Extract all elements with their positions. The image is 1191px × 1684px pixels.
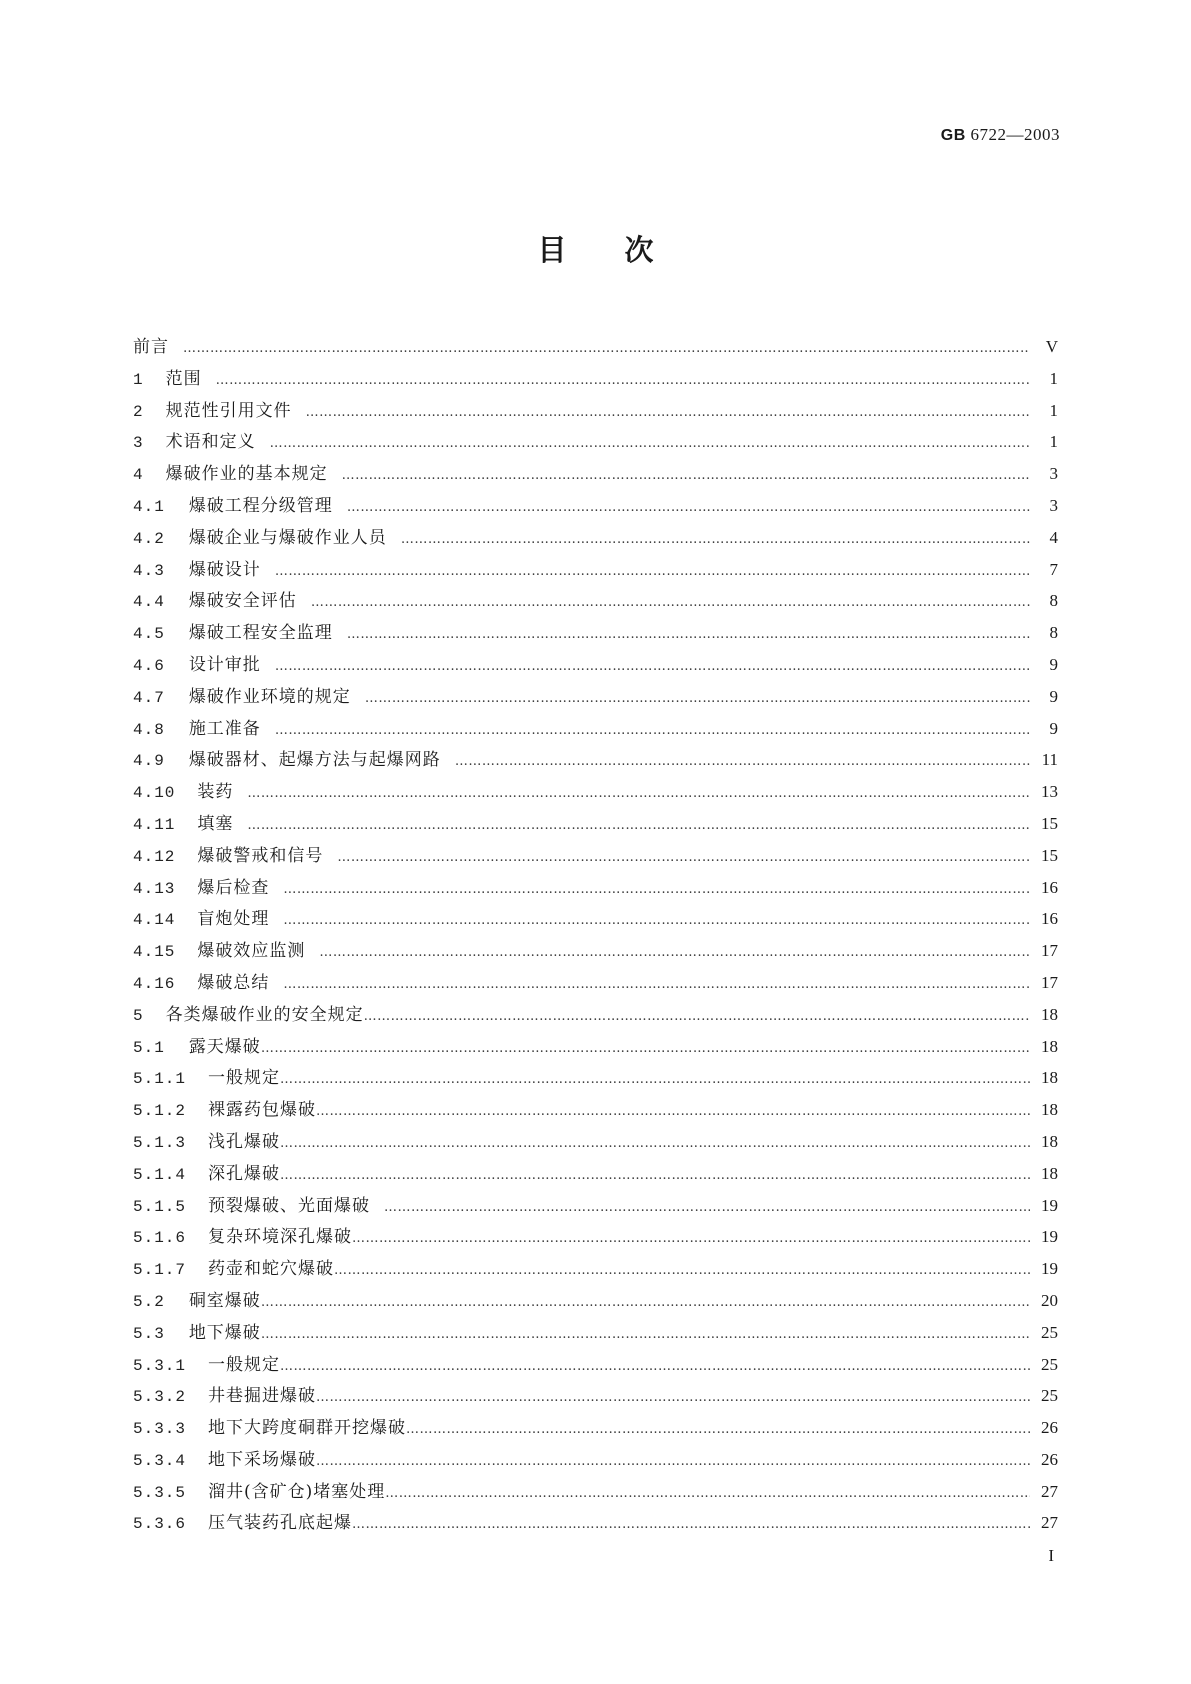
toc-entry-number: 4.7 [133,688,165,707]
toc-entry-page: 18 [1041,1100,1058,1120]
toc-leader-dots [316,1390,1030,1405]
toc-entry[interactable] [133,1159,1058,1191]
toc-leader-dots [261,1295,1030,1310]
toc-entry[interactable] [133,1095,1058,1127]
toc-entry-title: 各类爆破作业的安全规定 [165,1004,364,1025]
toc-leader-dots [275,564,1030,579]
toc-entry-title: 术语和定义 [165,432,256,453]
toc-entry[interactable] [133,745,1058,777]
toc-entry-number: 4.14 [133,911,176,930]
toc-entry-page: 7 [1049,559,1058,579]
toc-entry-number: 5 [133,1006,144,1025]
toc-entry-title: 地下爆破 [188,1322,261,1343]
toc-entry-page: 26 [1041,1449,1058,1469]
toc-entry-title: 爆破安全评估 [188,591,297,612]
toc-entry[interactable] [133,1254,1058,1286]
toc-entry[interactable] [133,841,1058,873]
toc-entry-number: 4.4 [133,593,165,612]
toc-leader-dots [406,1422,1030,1437]
toc-leader-dots [280,1072,1030,1087]
toc-entry[interactable] [133,968,1058,1000]
toc-entry-page: 9 [1049,686,1058,706]
toc-entry[interactable] [133,332,1058,364]
toc-leader-dots [283,913,1030,928]
toc-entry[interactable] [133,555,1058,587]
toc-entry[interactable] [133,396,1058,428]
toc-entry-title: 爆破工程安全监理 [188,623,333,644]
toc-entry-title: 范围 [165,368,202,389]
toc-entry-title: 深孔爆破 [208,1163,281,1184]
toc-leader-dots [455,754,1030,769]
toc-entry-page: 8 [1049,591,1058,611]
toc-entry-number: 4.1 [133,497,165,516]
toc-entry-page: 26 [1041,1418,1058,1438]
standard-code [941,125,1060,145]
page-number: I [1048,1546,1054,1565]
toc-entry-title: 露天爆破 [188,1036,261,1057]
toc-leader-dots [270,436,1030,451]
toc-entry-page: 13 [1041,782,1058,802]
toc-entry-number: 5.3.2 [133,1388,187,1407]
toc-entry-number: 4.16 [133,974,176,993]
toc-entry[interactable] [133,1508,1058,1540]
toc-entry-number: 4 [133,466,144,485]
toc-leader-dots [316,1104,1030,1119]
toc-entry-title: 硐室爆破 [188,1290,261,1311]
toc-entry-page: 18 [1041,1163,1058,1183]
toc-leader-dots [364,1009,1030,1024]
toc-leader-dots [261,1041,1030,1056]
toc-entry-number: 2 [133,402,144,421]
toc-entry[interactable] [133,1000,1058,1032]
toc-entry[interactable] [133,1032,1058,1064]
toc-entry-number: 4.10 [133,784,176,803]
toc-entry-title: 爆破效应监测 [197,941,306,962]
toc-leader-dots [183,341,1030,356]
toc-entry-title: 压气装药孔底起爆 [208,1513,353,1534]
toc-entry-page: 17 [1041,941,1058,961]
toc-entry-title: 爆破企业与爆破作业人员 [188,527,387,548]
toc-entry-number: 5.3 [133,1324,165,1343]
toc-entry[interactable] [133,809,1058,841]
toc-leader-dots [280,1136,1030,1151]
toc-entry-title: 爆破总结 [197,972,270,993]
toc-entry-number: 5.1 [133,1038,165,1057]
toc-entry-title: 溜井(含矿仓)堵塞处理 [208,1481,386,1502]
toc-entry-page: 3 [1049,464,1058,484]
toc-entry-title: 施工准备 [188,718,261,739]
toc-entry-title: 设计审批 [188,654,261,675]
toc-entry-page: 15 [1041,813,1058,833]
toc-entry[interactable] [133,1063,1058,1095]
toc-entry-page: 3 [1049,495,1058,515]
toc-entry-title: 爆后检查 [197,877,270,898]
page-title: 目次 [537,233,712,267]
toc-entry[interactable] [133,1381,1058,1413]
toc-entry-page: 1 [1049,432,1058,452]
toc-entry[interactable] [133,459,1058,491]
toc-entry[interactable] [133,1413,1058,1445]
toc-entry-number: 4.3 [133,561,165,580]
toc-entry-title: 药壶和蛇穴爆破 [208,1259,335,1280]
toc-entry[interactable] [133,523,1058,555]
toc-leader-dots [384,1200,1030,1215]
toc-leader-dots [334,1263,1030,1278]
toc-entry-number: 4.13 [133,879,176,898]
toc-leader-dots [316,1454,1030,1469]
standard-code-prefix: GB [940,127,966,144]
toc-entry-page: 16 [1041,877,1058,897]
toc-entry[interactable] [133,618,1058,650]
toc-entry-title: 浅孔爆破 [208,1131,281,1152]
toc-entry-number: 3 [133,434,144,453]
toc-leader-dots [337,850,1030,865]
toc-entry-page: 20 [1041,1290,1058,1310]
toc-entry-title: 爆破作业的基本规定 [165,464,328,485]
toc-entry-title: 井巷掘进爆破 [208,1386,317,1407]
toc-entry[interactable] [133,1191,1058,1223]
toc-entry[interactable] [133,682,1058,714]
toc-entry-page: 1 [1049,400,1058,420]
toc-leader-dots [401,532,1030,547]
toc-entry[interactable] [133,1127,1058,1159]
toc-entry[interactable] [133,1318,1058,1350]
toc-entry-title: 爆破作业环境的规定 [188,686,351,707]
toc-entry[interactable] [133,714,1058,746]
toc-entry-number: 4.12 [133,847,176,866]
toc-leader-dots [283,977,1030,992]
toc-entry-page: 25 [1041,1322,1058,1342]
toc-entry-page: 19 [1041,1195,1058,1215]
toc-entry-page: 16 [1041,909,1058,929]
toc-entry-title: 预裂爆破、光面爆破 [208,1195,371,1216]
toc-entry-title: 裸露药包爆破 [208,1100,317,1121]
toc-entry-page: 25 [1041,1386,1058,1406]
toc-entry-number: 5.3.4 [133,1451,187,1470]
toc-entry[interactable] [133,650,1058,682]
toc-entry-page: 27 [1041,1513,1058,1533]
toc-entry-page: 27 [1041,1481,1058,1501]
toc-entry-page: 11 [1041,750,1058,770]
toc-entry[interactable] [133,586,1058,618]
toc-entry-page: 17 [1041,972,1058,992]
toc-entry-page: 25 [1041,1354,1058,1374]
toc-entry-number: 4.2 [133,529,165,548]
toc-entry-title: 装药 [197,782,234,803]
toc-entry-number: 5.1.3 [133,1133,187,1152]
toc-leader-dots [352,1231,1030,1246]
toc-leader-dots [275,723,1030,738]
toc-entry-page: 18 [1041,1068,1058,1088]
toc-entry-number: 5.3.3 [133,1420,187,1439]
table-of-contents [133,332,1058,1540]
toc-entry-page: 1 [1049,368,1058,388]
toc-entry-page: 18 [1041,1004,1058,1024]
toc-leader-dots [342,468,1030,483]
toc-entry-number: 5.1.7 [133,1261,187,1280]
toc-entry-number: 4.11 [133,815,176,834]
toc-entry-number: 5.1.4 [133,1165,187,1184]
toc-entry-page: 8 [1049,623,1058,643]
toc-entry-page: 9 [1049,654,1058,674]
toc-entry-number: 5.1.1 [133,1070,187,1089]
toc-entry-title: 盲炮处理 [197,909,270,930]
toc-entry[interactable] [133,1286,1058,1318]
toc-entry-page: 15 [1041,845,1058,865]
toc-leader-dots [216,373,1030,388]
toc-entry-title: 爆破警戒和信号 [197,845,324,866]
toc-entry-title: 规范性引用文件 [165,400,292,421]
toc-leader-dots [352,1517,1030,1532]
toc-leader-dots [347,500,1030,515]
toc-entry[interactable] [133,777,1058,809]
toc-leader-dots [247,818,1030,833]
toc-entry-number: 5.3.6 [133,1515,187,1534]
toc-entry-title: 填塞 [197,813,234,834]
toc-entry-number: 4.8 [133,720,165,739]
toc-entry[interactable] [133,491,1058,523]
toc-entry-page: 4 [1049,527,1058,547]
toc-entry-title: 爆破器材、起爆方法与起爆网路 [188,750,441,771]
toc-entry-title: 一般规定 [208,1354,281,1375]
toc-entry-title: 地下采场爆破 [208,1449,317,1470]
toc-entry-number: 4.15 [133,943,176,962]
toc-entry-page: V [1045,337,1058,356]
toc-entry[interactable] [133,936,1058,968]
toc-leader-dots [247,786,1030,801]
toc-entry-page: 19 [1041,1259,1058,1279]
standard-code-number: 6722—2003 [970,125,1060,144]
toc-entry[interactable] [133,364,1058,396]
toc-entry-number: 5.1.6 [133,1229,187,1248]
toc-entry-number: 1 [133,370,144,389]
toc-entry-number: 5.2 [133,1292,165,1311]
toc-entry[interactable] [133,904,1058,936]
toc-leader-dots [280,1168,1030,1183]
toc-entry[interactable] [133,1222,1058,1254]
toc-leader-dots [347,627,1030,642]
toc-entry-title: 爆破设计 [188,559,261,580]
toc-entry[interactable] [133,1477,1058,1509]
toc-entry-title: 前言 [133,337,169,357]
toc-entry-number: 5.1.2 [133,1102,187,1121]
toc-entry-number: 4.6 [133,656,165,675]
toc-entry-number: 4.9 [133,752,165,771]
toc-entry-title: 爆破工程分级管理 [188,495,333,516]
toc-leader-dots [283,882,1030,897]
toc-entry-page: 18 [1041,1036,1058,1056]
toc-leader-dots [319,945,1030,960]
toc-leader-dots [306,405,1030,420]
toc-entry[interactable] [133,427,1058,459]
toc-leader-dots [385,1486,1030,1501]
toc-leader-dots [365,691,1030,706]
toc-leader-dots [280,1359,1030,1374]
toc-entry-number: 4.5 [133,625,165,644]
toc-leader-dots [261,1327,1030,1342]
toc-entry-page: 19 [1041,1227,1058,1247]
toc-entry[interactable] [133,1350,1058,1382]
toc-leader-dots [311,595,1030,610]
toc-entry-title: 地下大跨度硐群开挖爆破 [208,1418,407,1439]
toc-entry-page: 18 [1041,1131,1058,1151]
toc-entry-title: 复杂环境深孔爆破 [208,1227,353,1248]
toc-entry[interactable] [133,1445,1058,1477]
toc-entry-title: 一般规定 [208,1068,281,1089]
toc-entry-number: 5.3.5 [133,1483,187,1502]
toc-entry-number: 5.3.1 [133,1356,187,1375]
toc-entry[interactable] [133,873,1058,905]
toc-entry-page: 9 [1049,718,1058,738]
toc-entry-number: 5.1.5 [133,1197,187,1216]
toc-leader-dots [275,659,1030,674]
